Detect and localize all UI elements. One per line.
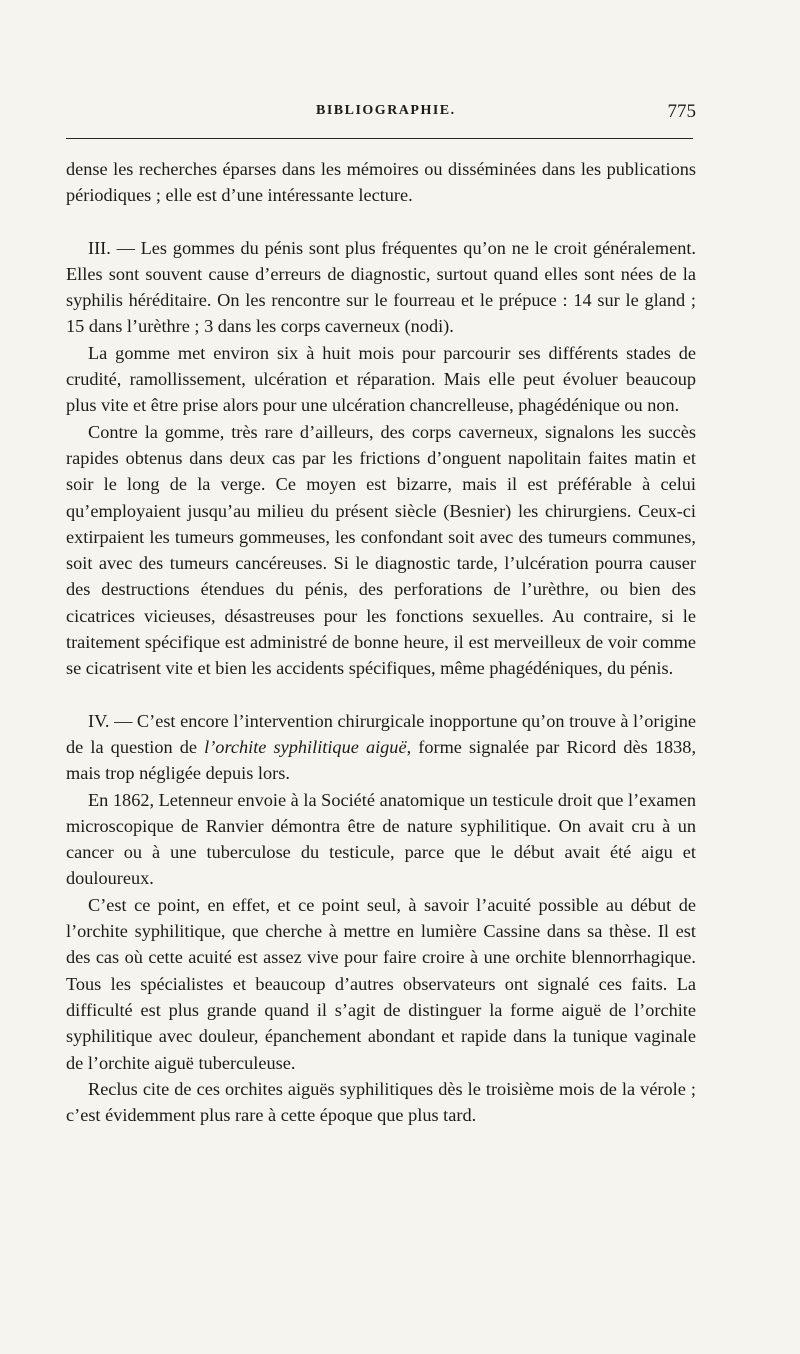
paragraph: Contre la gomme, très rare d’ailleurs, des corps caverneux, signalons les succès rapides obtenus dans deux cas par les frictions d’onguent napolitain faites matin et soir le long de la verge. Ce moyen est bizarre, mais il est préférable à celui qu’employaient jusqu’au milieu du présent siècle (Besnier) les chirurgiens. Ceux-ci extirpaient les tumeurs gommeuses, les confondant soit avec des tumeurs communes, soit avec des tumeurs cancéreuses. Si le diagnostic tarde, l’ulcération pourra causer des destructions étendues du pénis, des perforations de l’urèthre, ou bien des cicatrices vicieuses, désastreuses pour les fonctions sexuelles. Au contraire, si le traitement spécifique est administré de bonne heure, il est merveilleux de voir comme se cicatrisent vite et bien les accidents spécifiques, même phagédéniques, du pénis. xyxy=(66,421,696,679)
paragraph: C’est ce point, en effet, et ce point seul, à savoir l’acuité possible au début de l’orchite syphilitique, que cherche à mettre en lumière Cassine dans sa thèse. Il est des cas où cette acuité est assez vive pour faire croire à une orchite blennorrhagique. Tous les spécialistes et beaucoup d’autres observateurs ont signalé ces faits. La difficulté est plus grande quand il s’agit de distinguer la forme aiguë de l’orchite syphilitique avec douleur, épanchement abondant et rapide dans la tunique vaginale de l’orchite aiguë tuberculeuse. xyxy=(66,894,696,1073)
running-head: BIBLIOGRAPHIE. xyxy=(316,103,456,118)
page-number: 775 xyxy=(667,101,696,122)
paragraph-continuation: dense les recherches éparses dans les mémoires ou disséminées dans les publications périodiques ; elle est d’une intéressante lecture. xyxy=(66,159,696,206)
header-rule xyxy=(66,138,693,139)
paragraph-iii: III. — Les gommes du pénis sont plus fréquentes qu’on ne le croit généralement. Elles sont souvent cause d’erreurs de diagnostic, surtout quand elles sont nées de la syphilis héréditaire. On les rencontre sur le fourreau et le prépuce : 14 sur le gland ; 15 dans l’urèthre ; 3 dans les corps caverneux (nodi). xyxy=(66,237,696,337)
paragraph-iv-italic: l’orchite syphilitique aiguë xyxy=(204,736,407,757)
paragraph-iv-text: IV. — C’est encore l’intervention chirurgicale inopportune qu’on trouve à l’origine de la question de xyxy=(66,710,697,757)
paragraph-iv-text-end: , forme signalée par Ricord dès 1838, mais trop négligée depuis lors. xyxy=(66,736,697,784)
paragraph: La gomme met environ six à huit mois pour parcourir ses différents stades de crudité, ramollissement, ulcération et réparation. Mais elle peut évoluer beaucoup plus vite et être prise alors pour une ulcération chancrelleuse, phagédénique ou non. xyxy=(66,342,696,416)
page-header xyxy=(66,103,696,127)
body-text xyxy=(66,156,696,1128)
paragraph: En 1862, Letenneur envoie à la Société anatomique un testicule droit que l’examen microscopique de Ranvier démontra être de nature syphilitique. On avait cru à un cancer ou à une tuberculose du testicule, parce que le début avait été aigu et douloureux. xyxy=(66,789,696,889)
paragraph: Reclus cite de ces orchites aiguës syphilitiques dès le troisième mois de la vérole ; c’est évidemment plus rare à cette époque que plus tard. xyxy=(66,1078,696,1126)
paragraph-iv xyxy=(66,708,696,787)
